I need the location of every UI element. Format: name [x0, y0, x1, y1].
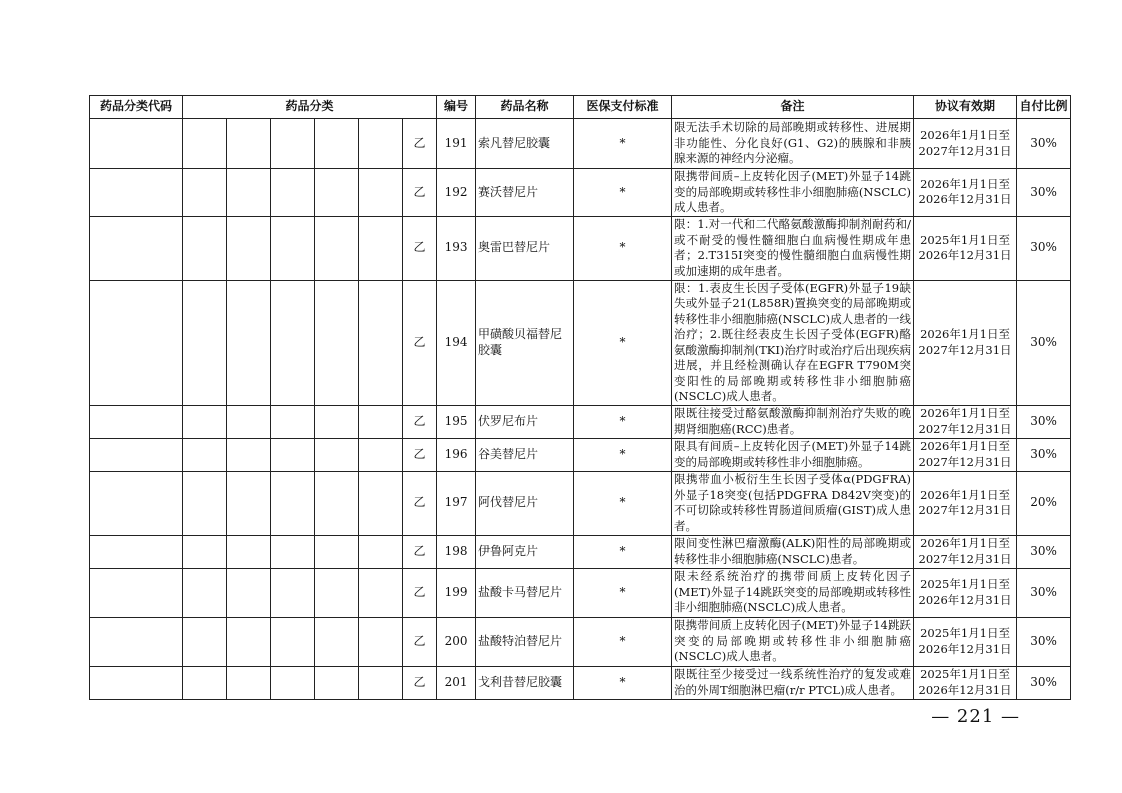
cell-category-level [227, 617, 271, 666]
cell-ratio: 30% [1017, 119, 1071, 169]
cell-note: 限携带间质上皮转化因子(MET)外显子14跳跃突变的局部晚期或转移性非小细胞肺癌(NSCLC)成人患者。 [672, 617, 914, 666]
cell-class: 乙 [403, 568, 437, 617]
cell-category-level [315, 280, 359, 405]
cell-code [90, 471, 183, 535]
cell-drug-name: 戈利昔替尼胶囊 [476, 666, 574, 699]
cell-note: 限未经系统治疗的携带间质上皮转化因子(MET)外显子14跳跃突变的局部晚期或转移性非小细胞肺癌(NSCLC)成人患者。 [672, 568, 914, 617]
cell-category-level [315, 405, 359, 438]
cell-note: 限携带血小板衍生生长因子受体α(PDGFRA)外显子18突变(包括PDGFRA D842V突变)的不可切除或转移性胃肠道间质瘤(GIST)成人患者。 [672, 471, 914, 535]
cell-number: 197 [437, 471, 476, 535]
cell-category-level [183, 438, 227, 471]
cell-category-level [359, 438, 403, 471]
cell-category-level [359, 169, 403, 217]
cell-category-level [315, 471, 359, 535]
valid-to: 2026年12月31日 [918, 641, 1012, 656]
cell-code [90, 666, 183, 699]
table-row [90, 535, 1071, 568]
cell-category-level [271, 535, 315, 568]
cell-note: 限既往至少接受过一线系统性治疗的复发或难治的外周T细胞淋巴瘤(r/r PTCL)成人患者。 [672, 666, 914, 699]
cell-ratio: 30% [1017, 617, 1071, 666]
valid-from: 2026年1月1日至 [920, 536, 1010, 550]
valid-from: 2025年1月1日至 [920, 667, 1010, 681]
cell-category-level [359, 617, 403, 666]
cell-category-level [271, 568, 315, 617]
cell-category-level [183, 169, 227, 217]
cell-valid [914, 216, 1017, 280]
cell-valid [914, 535, 1017, 568]
cell-category-level [359, 119, 403, 169]
valid-from: 2026年1月1日至 [920, 439, 1010, 453]
cell-category-level [359, 471, 403, 535]
cell-number: 195 [437, 405, 476, 438]
valid-to: 2026年12月31日 [918, 682, 1012, 697]
cell-ratio: 30% [1017, 568, 1071, 617]
cell-standard: * [574, 471, 672, 535]
cell-number: 201 [437, 666, 476, 699]
cell-drug-name: 盐酸特泊替尼片 [476, 617, 574, 666]
cell-valid [914, 169, 1017, 217]
cell-category-level [271, 438, 315, 471]
cell-note: 限：1.表皮生长因子受体(EGFR)外显子19缺失或外显子21(L858R)置换突变的局部晚期或转移性非小细胞肺癌(NSCLC)成人患者的一线治疗；2.既往经表皮生长因子受体(EGFR)酪氨酸激酶抑制剂(TKI)治疗时或治疗后出现疾病进展，并且经检测确认存在EGFR T790M突变阳性的局部晚期或转移性非小细胞肺癌(NSCLC)成人患者。 [672, 280, 914, 405]
cell-ratio: 30% [1017, 535, 1071, 568]
cell-drug-name: 奥雷巴替尼片 [476, 216, 574, 280]
table-row [90, 405, 1071, 438]
cell-number: 200 [437, 617, 476, 666]
cell-category-level [227, 568, 271, 617]
cell-valid [914, 405, 1017, 438]
cell-code [90, 405, 183, 438]
header-standard: 医保支付标准 [574, 96, 672, 119]
header-ratio: 自付比例 [1017, 96, 1071, 119]
cell-ratio: 30% [1017, 405, 1071, 438]
cell-category-level [271, 119, 315, 169]
cell-category-level [315, 119, 359, 169]
cell-class: 乙 [403, 666, 437, 699]
cell-category-level [183, 405, 227, 438]
valid-to: 2027年12月31日 [918, 454, 1012, 469]
cell-standard: * [574, 119, 672, 169]
cell-valid [914, 568, 1017, 617]
cell-category-level [271, 169, 315, 217]
cell-category-level [315, 216, 359, 280]
header-number: 编号 [437, 96, 476, 119]
cell-code [90, 535, 183, 568]
cell-code [90, 617, 183, 666]
cell-ratio: 30% [1017, 169, 1071, 217]
cell-drug-name: 赛沃替尼片 [476, 169, 574, 217]
cell-category-level [183, 471, 227, 535]
cell-code [90, 280, 183, 405]
cell-class: 乙 [403, 535, 437, 568]
cell-valid [914, 119, 1017, 169]
cell-category-level [271, 405, 315, 438]
table-row [90, 169, 1071, 217]
cell-category-level [183, 280, 227, 405]
valid-to: 2026年12月31日 [918, 192, 1012, 207]
cell-class: 乙 [403, 216, 437, 280]
cell-note: 限无法手术切除的局部晚期或转移性、进展期非功能性、分化良好(G1、G2)的胰腺和非胰腺来源的神经内分泌瘤。 [672, 119, 914, 169]
cell-code [90, 169, 183, 217]
cell-code [90, 438, 183, 471]
header-code: 药品分类代码 [90, 96, 183, 119]
table-header-row [90, 96, 1071, 119]
header-note: 备注 [672, 96, 914, 119]
cell-note: 限具有间质–上皮转化因子(MET)外显子14跳变的局部晚期或转移性非小细胞肺癌。 [672, 438, 914, 471]
cell-ratio: 30% [1017, 216, 1071, 280]
cell-category-level [315, 169, 359, 217]
cell-category-level [183, 568, 227, 617]
cell-valid [914, 471, 1017, 535]
table-row [90, 280, 1071, 405]
cell-category-level [359, 280, 403, 405]
cell-valid [914, 438, 1017, 471]
cell-ratio: 20% [1017, 471, 1071, 535]
cell-standard: * [574, 405, 672, 438]
cell-category-level [359, 216, 403, 280]
cell-note: 限既往接受过酪氨酸激酶抑制剂治疗失败的晚期肾细胞癌(RCC)患者。 [672, 405, 914, 438]
cell-class: 乙 [403, 617, 437, 666]
cell-standard: * [574, 666, 672, 699]
cell-category-level [315, 617, 359, 666]
cell-number: 198 [437, 535, 476, 568]
cell-code [90, 119, 183, 169]
cell-category-level [227, 405, 271, 438]
cell-category-level [271, 617, 315, 666]
cell-category-level [227, 438, 271, 471]
valid-to: 2027年12月31日 [918, 342, 1012, 357]
cell-drug-name: 谷美替尼片 [476, 438, 574, 471]
table-row [90, 216, 1071, 280]
page-number: — 221 — [931, 706, 1020, 727]
cell-drug-name: 甲磺酸贝福替尼胶囊 [476, 280, 574, 405]
cell-class: 乙 [403, 438, 437, 471]
cell-category-level [227, 280, 271, 405]
cell-valid [914, 617, 1017, 666]
cell-category-level [359, 535, 403, 568]
valid-from: 2025年1月1日至 [920, 626, 1010, 640]
cell-drug-name: 阿伐替尼片 [476, 471, 574, 535]
cell-note: 限携带间质–上皮转化因子(MET)外显子14跳变的局部晚期或转移性非小细胞肺癌(NSCLC)成人患者。 [672, 169, 914, 217]
cell-standard: * [574, 216, 672, 280]
table-row [90, 471, 1071, 535]
cell-valid [914, 280, 1017, 405]
cell-number: 191 [437, 119, 476, 169]
cell-class: 乙 [403, 405, 437, 438]
cell-category-level [227, 471, 271, 535]
cell-category-level [315, 568, 359, 617]
table-row [90, 119, 1071, 169]
valid-from: 2026年1月1日至 [920, 406, 1010, 420]
valid-to: 2027年12月31日 [918, 143, 1012, 158]
valid-from: 2026年1月1日至 [920, 128, 1010, 142]
header-category: 药品分类 [183, 96, 437, 119]
cell-standard: * [574, 169, 672, 217]
cell-category-level [271, 280, 315, 405]
cell-class: 乙 [403, 280, 437, 405]
cell-category-level [271, 216, 315, 280]
cell-category-level [227, 119, 271, 169]
valid-from: 2026年1月1日至 [920, 176, 1010, 191]
cell-category-level [315, 535, 359, 568]
table-row [90, 617, 1071, 666]
valid-from: 2025年1月1日至 [920, 232, 1010, 247]
cell-category-level [183, 617, 227, 666]
table-row [90, 568, 1071, 617]
cell-standard: * [574, 535, 672, 568]
cell-category-level [271, 666, 315, 699]
header-name: 药品名称 [476, 96, 574, 119]
header-valid: 协议有效期 [914, 96, 1017, 119]
cell-category-level [183, 535, 227, 568]
cell-category-level [315, 438, 359, 471]
valid-to: 2027年12月31日 [918, 551, 1012, 566]
cell-ratio: 30% [1017, 438, 1071, 471]
cell-category-level [227, 666, 271, 699]
cell-standard: * [574, 568, 672, 617]
valid-from: 2026年1月1日至 [920, 487, 1010, 502]
cell-category-level [359, 405, 403, 438]
cell-note: 限：1.对一代和二代酪氨酸激酶抑制剂耐药和/或不耐受的慢性髓细胞白血病慢性期成年患者；2.T315I突变的慢性髓细胞白血病慢性期或加速期的成年患者。 [672, 216, 914, 280]
cell-code [90, 216, 183, 280]
cell-standard: * [574, 617, 672, 666]
valid-to: 2026年12月31日 [918, 248, 1012, 262]
cell-category-level [359, 568, 403, 617]
cell-class: 乙 [403, 169, 437, 217]
cell-category-level [315, 666, 359, 699]
cell-note: 限间变性淋巴瘤激酶(ALK)阳性的局部晚期或转移性非小细胞肺癌(NSCLC)患者。 [672, 535, 914, 568]
cell-ratio: 30% [1017, 280, 1071, 405]
cell-drug-name: 伊鲁阿克片 [476, 535, 574, 568]
cell-drug-name: 盐酸卡马替尼片 [476, 568, 574, 617]
cell-drug-name: 伏罗尼布片 [476, 405, 574, 438]
cell-category-level [271, 471, 315, 535]
cell-class: 乙 [403, 471, 437, 535]
cell-number: 192 [437, 169, 476, 217]
cell-standard: * [574, 280, 672, 405]
valid-to: 2027年12月31日 [918, 503, 1012, 517]
drug-list-table [89, 95, 1071, 700]
cell-category-level [227, 535, 271, 568]
valid-from: 2026年1月1日至 [920, 327, 1010, 341]
cell-category-level [359, 666, 403, 699]
cell-class: 乙 [403, 119, 437, 169]
valid-to: 2026年12月31日 [918, 592, 1012, 607]
valid-from: 2025年1月1日至 [920, 577, 1010, 591]
cell-category-level [183, 216, 227, 280]
cell-category-level [183, 119, 227, 169]
cell-code [90, 568, 183, 617]
table-row [90, 666, 1071, 699]
cell-ratio: 30% [1017, 666, 1071, 699]
cell-number: 196 [437, 438, 476, 471]
cell-number: 194 [437, 280, 476, 405]
cell-valid [914, 666, 1017, 699]
cell-drug-name: 索凡替尼胶囊 [476, 119, 574, 169]
cell-category-level [227, 169, 271, 217]
valid-to: 2027年12月31日 [918, 421, 1012, 436]
cell-number: 199 [437, 568, 476, 617]
cell-category-level [183, 666, 227, 699]
table-row [90, 438, 1071, 471]
cell-number: 193 [437, 216, 476, 280]
cell-standard: * [574, 438, 672, 471]
cell-category-level [227, 216, 271, 280]
